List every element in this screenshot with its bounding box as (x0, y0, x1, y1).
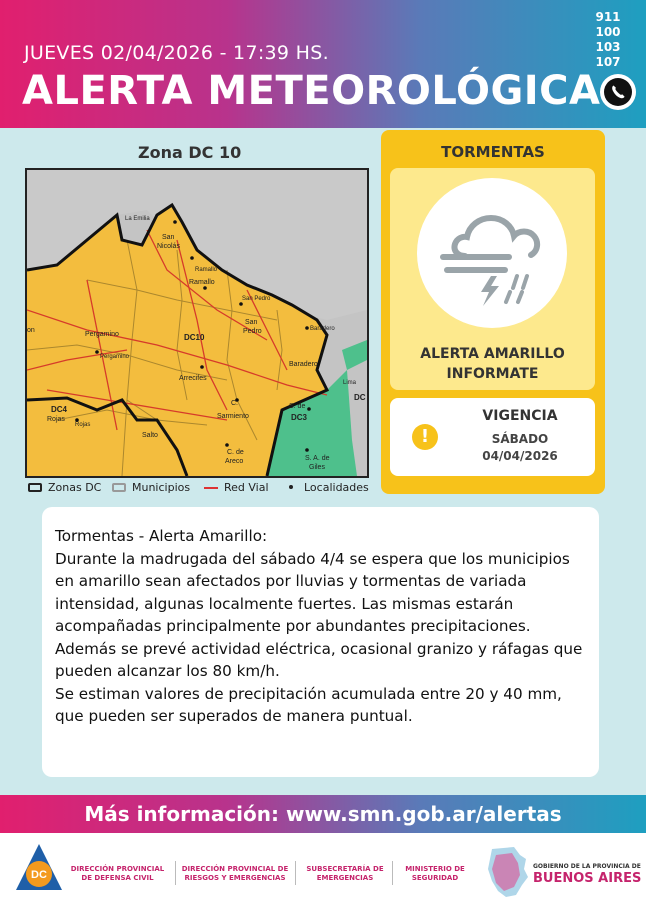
more-info-link[interactable]: Más información: www.smn.gob.ar/alertas (84, 802, 562, 826)
road-swatch (204, 487, 218, 489)
municipality-border-swatch (112, 483, 126, 492)
map-label: La Emilia (125, 216, 150, 222)
dc-logo-text: DC (31, 869, 47, 881)
zone-label: DC4 (51, 405, 68, 414)
map-legend (28, 481, 373, 495)
phone-number[interactable]: 911 (595, 10, 621, 24)
alert-panel (381, 130, 605, 494)
legend-label: Municipios (132, 481, 191, 494)
exclamation-icon: ! (412, 424, 438, 450)
map-label: Ramallo (195, 267, 218, 273)
province-name: BUENOS AIRES (533, 871, 642, 886)
government-line: GOBIERNO DE LA PROVINCIA DE (533, 863, 641, 870)
map-label: S. de (289, 403, 306, 410)
divider (295, 861, 296, 885)
divider (175, 861, 176, 885)
org-name: DE DEFENSA CIVIL (81, 874, 154, 882)
map-label: San Pedro (242, 296, 271, 302)
legend-label: Zonas DC (48, 481, 102, 494)
map-label: Baradero (289, 361, 318, 368)
alert-datetime: JUEVES 02/04/2026 - 17:39 HS. (24, 42, 329, 64)
org-name: RIESGOS Y EMERGENCIAS (184, 874, 286, 882)
footer (0, 833, 646, 913)
org-name: SEGURIDAD (411, 874, 459, 882)
map-label: Salto (142, 432, 158, 439)
map-label: Ramallo (189, 279, 215, 286)
map-label: Pergamino (85, 331, 119, 338)
org-name: DIRECCIÓN PROVINCIAL DE (181, 865, 289, 873)
map-label: Baradero (310, 326, 335, 332)
org-name: EMERGENCIAS (316, 874, 374, 882)
emergency-phones (588, 10, 628, 70)
map-label: Arrecifes (179, 375, 207, 382)
alert-description (42, 507, 599, 777)
defensa-civil-logo (14, 842, 64, 900)
validity-date: 04/04/2026 (482, 449, 558, 463)
zone-label: DC3 (291, 413, 308, 422)
org-riesgos (180, 865, 290, 883)
org-defensa-civil (70, 865, 165, 883)
divider (392, 861, 393, 885)
storm-cloud-glyph (417, 178, 567, 328)
alert-level-label: ALERTA AMARILLO (420, 346, 565, 362)
zone-label: DC (354, 393, 366, 402)
org-ministerio (395, 865, 475, 883)
map-label: C. de (227, 449, 244, 456)
org-name: DIRECCIÓN PROVINCIAL (70, 865, 165, 873)
buenos-aires-province-icon (486, 845, 530, 903)
alert-level (390, 344, 595, 384)
org-subsecretaria (300, 865, 390, 883)
map-label: San (245, 319, 258, 326)
map-label: Rojas (75, 422, 91, 428)
map-label: Rojas (47, 416, 65, 423)
phone-number[interactable]: 100 (595, 25, 621, 39)
map-label: Pergamino (100, 354, 130, 360)
phone-number[interactable]: 107 (595, 55, 621, 69)
locality-swatch (289, 485, 293, 489)
phenomenon-title: TORMENTAS (441, 143, 545, 161)
map-label: Giles (309, 464, 325, 471)
validity-title: VIGENCIA (482, 408, 558, 424)
map-title: Zona DC 10 (138, 143, 242, 162)
description-paragraph: Durante la madrugada del sábado 4/4 se espera que los municipios en amarillo sean afectados por lluvias y tormentas de variada intensidad, algunas localmente fuertes. Las mismas estarán acompañadas principalmente por abundantes precipitaciones. Además se prevé actividad eléctrica, ocasional granizo y ráfagas que pueden alcanzar los 80 km/h. (55, 549, 583, 680)
map-label: S. A. de (305, 455, 330, 462)
alert-level-action: INFORMATE (446, 366, 539, 382)
map-label: C. (231, 400, 238, 407)
phone-icon (600, 74, 636, 110)
page-title: ALERTA METEOROLÓGICA (22, 68, 601, 114)
validity-day: SÁBADO (491, 432, 549, 446)
org-name: SUBSECRETARÍA DE (306, 865, 384, 873)
map-label: San (162, 234, 175, 241)
phone-glyph (603, 77, 633, 107)
map-canvas (27, 170, 367, 476)
zone-map[interactable] (25, 168, 369, 478)
description-title: Tormentas - Alerta Amarillo: (55, 527, 268, 545)
phone-number[interactable]: 103 (595, 40, 621, 54)
org-name: MINISTERIO DE (405, 865, 465, 873)
validity-card (390, 398, 595, 476)
map-label: Lima (343, 380, 357, 386)
map-label: on (27, 327, 35, 334)
alert-level-card (390, 168, 595, 390)
map-label: Nicolás (157, 243, 180, 250)
legend-label: Red Vial (224, 481, 269, 494)
map-label: Sarmiento (217, 413, 249, 420)
header-banner (0, 0, 646, 128)
zone-border-swatch (28, 483, 42, 492)
map-label: Areco (225, 458, 244, 465)
storm-cloud-icon (417, 178, 567, 328)
description-paragraph: Se estiman valores de precipitación acumulada entre 20 y 40 mm, que pueden ser superados de manera puntual. (55, 684, 562, 725)
zone-label: DC10 (184, 333, 205, 342)
more-info-bar (0, 795, 646, 833)
legend-label: Localidades (304, 481, 369, 494)
map-label: Pedro (243, 328, 262, 335)
